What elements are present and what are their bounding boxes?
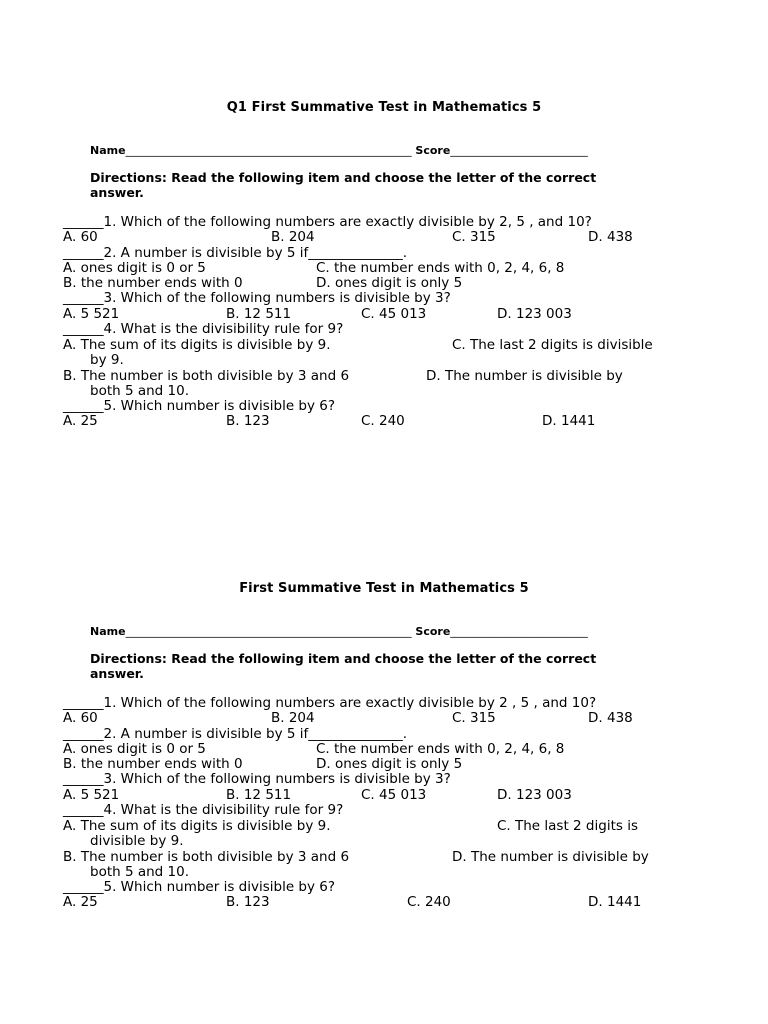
q1-choice-b: B. 204 — [271, 710, 315, 726]
question-4-stem: ______4. What is the divisibility rule for 9? — [63, 321, 344, 337]
q5-choice-b: B. 123 — [226, 894, 270, 910]
q4-choice-b-continued: both 5 and 10. — [90, 383, 190, 399]
q4-choice-b: B. The number is both divisible by 3 and 6 — [63, 368, 350, 384]
q4-choice-b-continued: both 5 and 10. — [90, 864, 190, 880]
q2-choice-c: C. the number ends with 0, 2, 4, 6, 8 — [316, 260, 565, 276]
test-section-2 — [0, 481, 768, 910]
question-5-stem: ______5. Which number is divisible by 6? — [63, 879, 336, 895]
question-3-stem: ______3. Which of the following numbers is divisible by 3? — [63, 290, 451, 306]
test-title: Q1 First Summative Test in Mathematics 5 — [226, 100, 542, 115]
name-score-row — [90, 144, 588, 157]
directions-line-2: answer. — [90, 665, 144, 681]
directions-line-2: answer. — [90, 184, 144, 200]
q5-choice-a: A. 25 — [63, 413, 98, 429]
q1-choice-b: B. 204 — [271, 229, 315, 245]
q5-choice-d: D. 1441 — [588, 894, 642, 910]
directions-line-1: Directions: Read the following item and choose the letter of the correct — [90, 651, 597, 666]
q5-choice-c: C. 240 — [361, 413, 405, 429]
q2-choice-c: C. the number ends with 0, 2, 4, 6, 8 — [316, 741, 565, 757]
q1-choice-d: D. 438 — [588, 710, 633, 726]
q5-choice-a: A. 25 — [63, 894, 98, 910]
q2-choice-d: D. ones digit is only 5 — [316, 756, 463, 772]
question-1-stem: ______1. Which of the following numbers are exactly divisible by 2 , 5 , and 10? — [63, 695, 597, 711]
q4-choice-b: B. The number is both divisible by 3 and 6 — [63, 849, 350, 865]
q4-choice-a: A. The sum of its digits is divisible by 9. — [63, 818, 331, 834]
q2-choice-b: B. the number ends with 0 — [63, 756, 243, 772]
score-blank: _________________________ — [450, 625, 588, 638]
directions — [90, 652, 680, 681]
q4-choice-c: C. The last 2 digits is — [497, 818, 638, 834]
q5-choice-d: D. 1441 — [542, 413, 596, 429]
q5-choice-c: C. 240 — [407, 894, 451, 910]
name-label: Name — [90, 144, 126, 157]
q2-choice-d: D. ones digit is only 5 — [316, 275, 463, 291]
q4-choice-d: D. The number is divisible by — [426, 368, 623, 384]
q4-choice-c: C. The last 2 digits is divisible — [452, 337, 653, 353]
score-label: Score — [415, 625, 451, 638]
name-blank: ____________________________________________________ — [125, 144, 412, 157]
score-label: Score — [415, 144, 451, 157]
q3-choice-b: B. 12 511 — [226, 306, 292, 322]
name-label: Name — [90, 625, 126, 638]
q3-choice-d: D. 123 003 — [497, 306, 572, 322]
directions — [90, 171, 680, 200]
directions-line-1: Directions: Read the following item and choose the letter of the correct — [90, 170, 597, 185]
q3-choice-a: A. 5 521 — [63, 787, 120, 803]
q3-choice-c: C. 45 013 — [361, 787, 427, 803]
question-5-stem: ______5. Which number is divisible by 6? — [63, 398, 336, 414]
test-title: First Summative Test in Mathematics 5 — [239, 581, 529, 596]
q2-choice-a: A. ones digit is 0 or 5 — [63, 741, 206, 757]
q1-choice-c: C. 315 — [452, 229, 496, 245]
q1-choice-c: C. 315 — [452, 710, 496, 726]
q4-choice-a-continued: divisible by 9. — [90, 833, 184, 849]
question-4-stem: ______4. What is the divisibility rule for 9? — [63, 802, 344, 818]
score-blank: _________________________ — [450, 144, 588, 157]
q1-choice-d: D. 438 — [588, 229, 633, 245]
question-3-stem: ______3. Which of the following numbers is divisible by 3? — [63, 771, 451, 787]
q3-choice-b: B. 12 511 — [226, 787, 292, 803]
q3-choice-a: A. 5 521 — [63, 306, 120, 322]
q2-choice-a: A. ones digit is 0 or 5 — [63, 260, 206, 276]
question-1-stem: ______1. Which of the following numbers are exactly divisible by 2, 5 , and 10? — [63, 214, 592, 230]
q1-choice-a: A. 60 — [63, 710, 98, 726]
name-blank: ____________________________________________________ — [125, 625, 412, 638]
q5-choice-b: B. 123 — [226, 413, 270, 429]
q2-choice-b: B. the number ends with 0 — [63, 275, 243, 291]
q3-choice-d: D. 123 003 — [497, 787, 572, 803]
q3-choice-c: C. 45 013 — [361, 306, 427, 322]
question-2-stem: ______2. A number is divisible by 5 if______________. — [63, 245, 408, 261]
q1-choice-a: A. 60 — [63, 229, 98, 245]
q4-choice-a: A. The sum of its digits is divisible by 9. — [63, 337, 331, 353]
question-2-stem: ______2. A number is divisible by 5 if______________. — [63, 726, 408, 742]
q4-choice-d: D. The number is divisible by — [452, 849, 649, 865]
test-section-1 — [0, 0, 768, 429]
q4-choice-a-continued: by 9. — [90, 352, 124, 368]
name-score-row — [90, 625, 588, 638]
